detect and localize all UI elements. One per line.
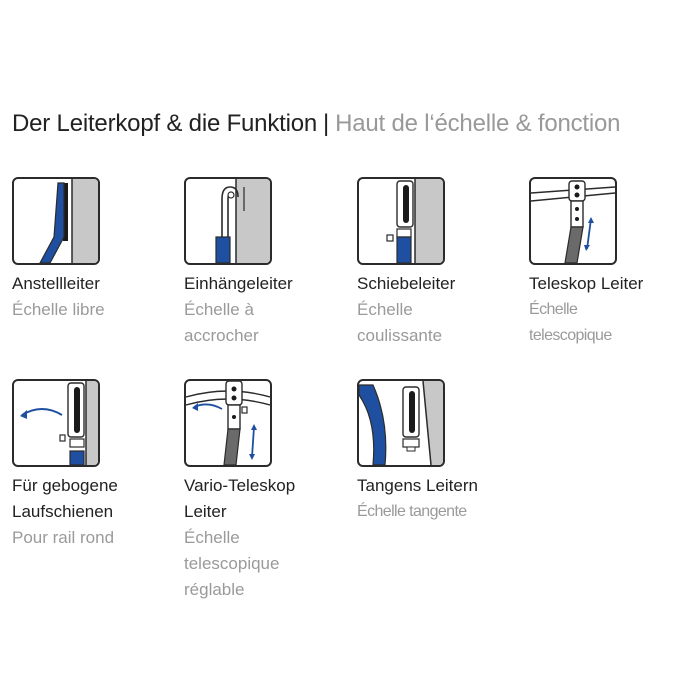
item-german-label: Teleskop Leiter	[529, 274, 644, 293]
item-german-label: Vario-Teleskop Leiter	[184, 476, 296, 521]
item-french-label: Pour rail rond	[12, 528, 115, 547]
ladder-type-tangens-leitern	[357, 379, 522, 525]
anstellleiter-icon	[12, 177, 100, 265]
item-german-label: Einhängeleiter	[184, 274, 293, 293]
item-french-label: Échelle telescopique réglable	[184, 528, 280, 599]
ladder-type-vario-teleskop	[184, 379, 349, 603]
ladder-type-einhaengeleiter	[184, 177, 349, 349]
schiebeleiter-icon	[357, 177, 445, 265]
item-german-label: Schiebeleiter	[357, 274, 456, 293]
gebogene-laufschienen-icon	[12, 379, 100, 467]
teleskop-leiter-icon	[529, 177, 617, 265]
item-french-label: Échelle coulissante	[357, 300, 443, 345]
item-german-label: Tangens Leitern	[357, 476, 478, 495]
ladder-type-schiebeleiter	[357, 177, 522, 349]
tangens-leitern-icon	[357, 379, 445, 467]
page-title	[12, 110, 620, 138]
item-german-label: Anstellleiter	[12, 274, 100, 293]
item-french-label: Échelle telescopique	[529, 301, 612, 344]
ladder-type-anstellleiter	[12, 177, 177, 323]
item-french-label: Échelle libre	[12, 300, 105, 319]
ladder-type-teleskop-leiter	[529, 177, 694, 349]
vario-teleskop-icon	[184, 379, 272, 467]
item-german-label: Für gebogene Laufschienen	[12, 476, 118, 521]
title-separator: |	[323, 110, 330, 137]
title-german: Der Leiterkopf & die Funktion	[12, 110, 318, 137]
einhaengeleiter-icon	[184, 177, 272, 265]
ladder-type-gebogene-laufschienen	[12, 379, 177, 551]
item-french-label: Échelle tangente	[357, 503, 467, 520]
item-french-label: Échelle à accrocher	[184, 300, 259, 345]
title-french: Haut de l‘échelle & fonction	[335, 110, 621, 137]
